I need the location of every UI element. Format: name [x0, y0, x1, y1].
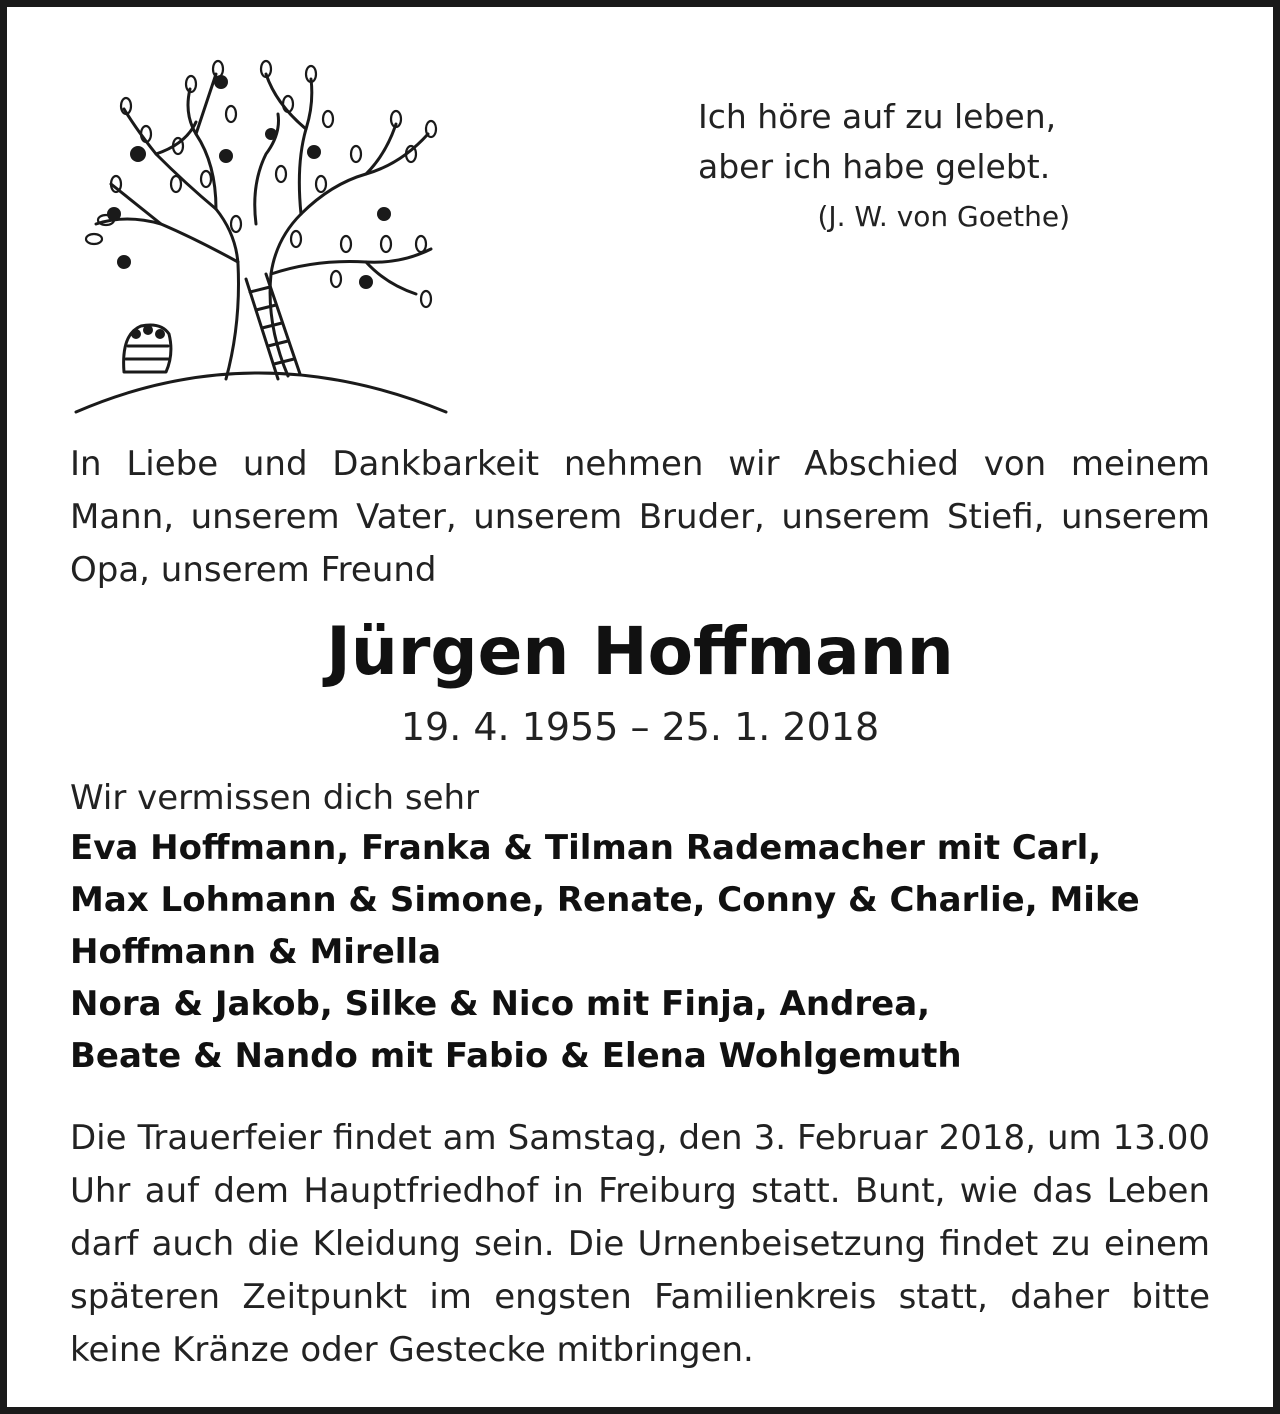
quote-line-1: Ich höre auf zu leben, [698, 97, 1057, 136]
family-list [70, 822, 1210, 1082]
apple-tree-illustration [66, 34, 458, 420]
ceremony-text: Die Trauerfeier findet am Samstag, den 3. Februar 2018, um 13.00 Uhr auf dem Hauptfriedhof in Freiburg statt. Bunt, wie das Leben darf auch die Kleidung sein. Die Urnenbeisetzung findet zu einem späteren Zeitpunkt im engsten Familienkreis statt, daher bitte keine Kränze oder Gestecke mitbringen. [70, 1118, 1210, 1370]
family-line: Max Lohmann & Simone, Renate, Conny & Charlie, Mike [70, 880, 1140, 920]
family-line: Nora & Jakob, Silke & Nico mit Finja, Andrea, [70, 984, 931, 1024]
family-line: Hoffmann & Mirella [70, 932, 442, 972]
quote-author: (J. W. von Goethe) [817, 200, 1070, 233]
life-dates: 19. 4. 1955 – 25. 1. 2018 [400, 705, 880, 749]
intro-text: In Liebe und Dankbarkeit nehmen wir Abschied von meinem Mann, unserem Vater, unserem Bruder, unserem Stiefi, unserem Opa, unserem Freund [70, 444, 1210, 590]
family-line: Eva Hoffmann, Franka & Tilman Rademacher mit Carl, [70, 828, 1102, 868]
family-line: Beate & Nando mit Fabio & Elena Wohlgemuth [70, 1036, 962, 1076]
quote-line-2: aber ich habe gelebt. [698, 147, 1051, 186]
miss-line: Wir vermissen dich sehr [70, 778, 480, 818]
goethe-quote [640, 92, 1080, 242]
deceased-name: Jürgen Hoffmann [326, 613, 954, 690]
